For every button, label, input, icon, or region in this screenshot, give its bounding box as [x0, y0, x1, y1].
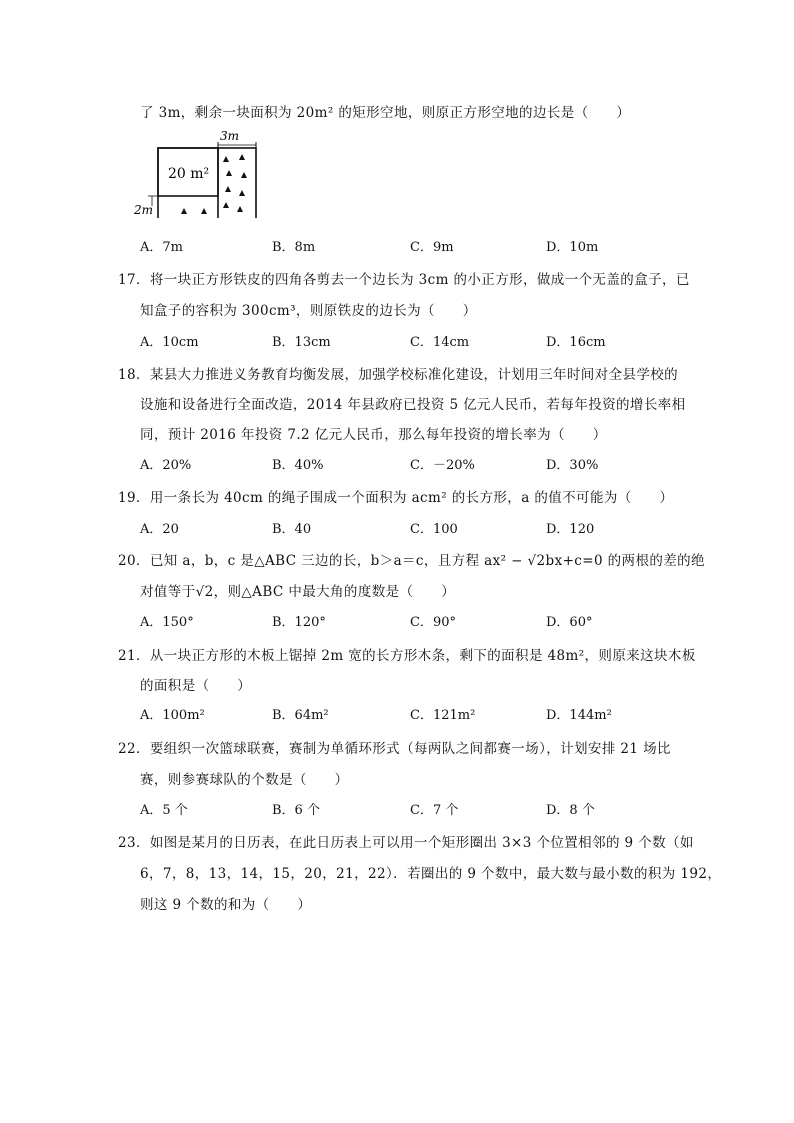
q18-option-c: C．－20% — [410, 458, 475, 473]
q16-option-b: B．8m — [272, 240, 316, 255]
q16-option-c: C．9m — [410, 240, 454, 255]
q16-option-d: D．10m — [546, 240, 599, 255]
q19-option-c: C．100 — [410, 522, 458, 537]
q17-option-d: D．16cm — [546, 335, 606, 350]
q22-option-d: D．8 个 — [546, 803, 595, 818]
q21-option-b: B．64m² — [272, 708, 329, 723]
q18-stem-line2: 设施和设备进行全面改造，2014 年县政府已投资 5 亿元人民币，若每年投资的增长率相 — [140, 397, 686, 413]
q19-option-d: D．120 — [546, 522, 595, 537]
q22-stem-line1: 22．要组织一次篮球联赛，赛制为单循环形式（每两队之间都赛一场），计划安排 21 场比 — [118, 741, 671, 757]
q16-label-left: 2m — [134, 203, 154, 217]
q18-option-b: B．40% — [272, 458, 324, 473]
q21-stem-line2: 的面积是（ ） — [140, 678, 252, 694]
q16-figure — [134, 128, 264, 218]
q20-option-c: C．90° — [410, 615, 456, 630]
q20-option-a: A．150° — [140, 615, 194, 630]
q16-label-area: 20 m² — [168, 166, 210, 182]
q21-option-c: C．121m² — [410, 708, 476, 723]
q19-option-a: A．20 — [140, 522, 179, 537]
q17-option-c: C．14cm — [410, 335, 470, 350]
q17-stem-line2: 知盒子的容积为 300cm³，则原铁皮的边长为（ ） — [140, 303, 477, 319]
q18-option-d: D．30% — [546, 458, 599, 473]
q21-option-d: D．144m² — [546, 708, 612, 723]
q20-stem-line2: 对值等于√2，则△ABC 中最大角的度数是（ ） — [140, 584, 456, 600]
q20-option-b: B．120° — [272, 615, 326, 630]
q16-label-top: 3m — [220, 129, 240, 143]
q16-stem-line1: 了 3m，剩余一块面积为 20m² 的矩形空地，则原正方形空地的边长是（ ） — [140, 105, 631, 121]
q22-option-c: C．7 个 — [410, 803, 459, 818]
q23-stem-line1: 23．如图是某月的日历表，在此日历表上可以用一个矩形圈出 3×3 个位置相邻的 9 个数（如 — [118, 835, 694, 851]
q19-option-b: B．40 — [272, 522, 312, 537]
q18-stem-line3: 同，预计 2016 年投资 7.2 亿元人民币，那么每年投资的增长率为（ ） — [140, 427, 607, 443]
q16-option-a: A．7m — [140, 240, 183, 255]
q21-stem-line1: 21．从一块正方形的木板上锯掉 2m 宽的长方形木条，剩下的面积是 48m²，则原来这块木板 — [118, 648, 696, 664]
q22-stem-line2: 赛，则参赛球队的个数是（ ） — [140, 772, 349, 788]
q21-option-a: A．100m² — [140, 708, 205, 723]
q20-option-d: D．60° — [546, 615, 593, 630]
q17-option-a: A．10cm — [140, 335, 199, 350]
q18-option-a: A．20% — [140, 458, 192, 473]
q22-option-b: B．6 个 — [272, 803, 320, 818]
q22-option-a: A．5 个 — [140, 803, 188, 818]
q23-stem-line3: 则这 9 个数的和为（ ） — [140, 897, 312, 913]
q16-tree-icons — [181, 154, 247, 214]
q17-option-b: B．13cm — [272, 335, 331, 350]
q20-stem-line1: 20．已知 a，b，c 是△ABC 三边的长，b＞a＝c，且方程 ax² − √2bx+c=0 的两根的差的绝 — [118, 553, 705, 569]
q17-stem-line1: 17．将一块正方形铁皮的四角各剪去一个边长为 3cm 的小正方形，做成一个无盖的盒子，已 — [118, 272, 690, 288]
q19-stem-line1: 19．用一条长为 40cm 的绳子围成一个面积为 acm² 的长方形，a 的值不可能为（ ） — [118, 490, 674, 506]
q18-stem-line1: 18．某县大力推进义务教育均衡发展，加强学校标准化建设，计划用三年时间对全县学校的 — [118, 367, 679, 383]
q23-stem-line2: 6，7，8，13，14，15，20，21，22）．若圈出的 9 个数中，最大数与最小数的积为 192， — [140, 866, 722, 882]
